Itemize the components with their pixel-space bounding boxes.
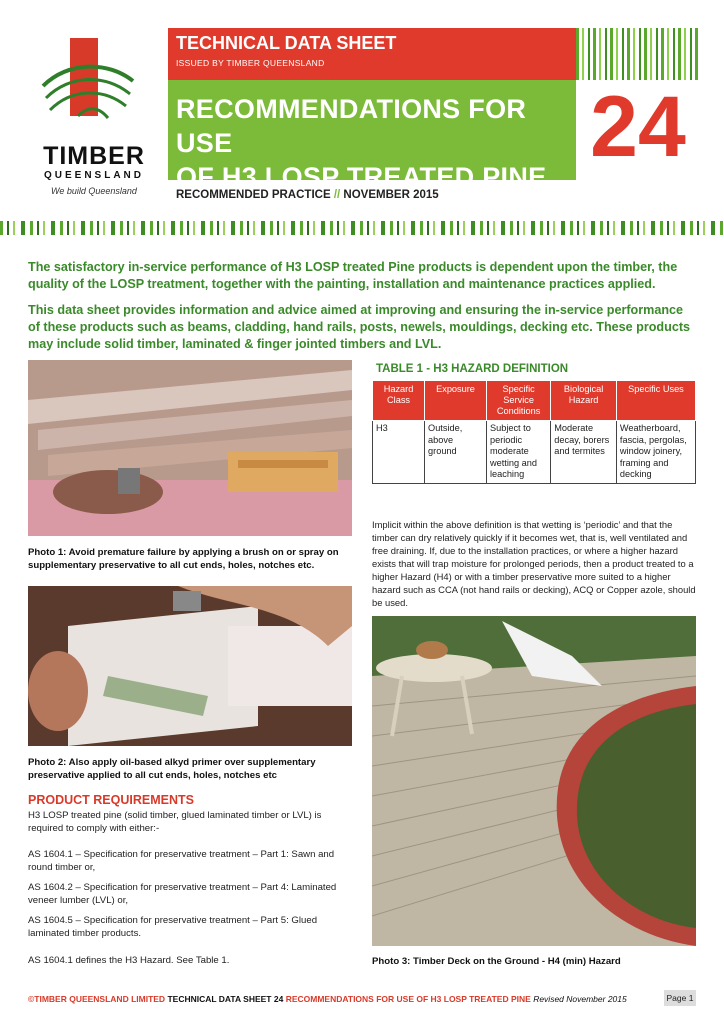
title-line-2: OF H3 LOSP TREATED PINE xyxy=(176,162,547,192)
practice-separator: // xyxy=(333,189,341,201)
sheet-title: TECHNICAL DATA SHEET xyxy=(176,33,397,53)
photo-1 xyxy=(28,360,352,536)
timber-queensland-logo xyxy=(28,38,160,198)
table-cell: Moderate decay, borers and termites xyxy=(551,421,617,484)
table-header: Biological Hazard xyxy=(551,381,617,421)
logo-swoosh-icon xyxy=(38,56,138,126)
issued-by: ISSUED BY TIMBER QUEENSLAND xyxy=(176,58,325,68)
page-number: Page 1 xyxy=(664,990,696,1006)
practice-line xyxy=(176,189,439,201)
photo-3-image xyxy=(372,616,696,946)
intro-paragraph-1: The satisfactory in-service performance of H3 LOSP treated Pine products is dependent upon the timber, the quality of the LOSP treatment, together with the painting, installation and maintenance practices applied. xyxy=(28,260,678,291)
footer-revised: Revised November 2015 xyxy=(533,994,627,1004)
table-header: Specific Uses xyxy=(616,381,695,421)
footer-copyright: ©TIMBER QUEENSLAND LIMITED xyxy=(28,994,166,1004)
table-header: Hazard Class xyxy=(373,381,425,421)
practice-date: NOVEMBER 2015 xyxy=(343,189,439,201)
implicit-paragraph: Implicit within the above definition is that wetting is ‘periodic’ and that the timber can dry relatively quickly if it becomes wet, that is, well ventilated and free draining. If, due to the installation practices, or where a higher hazard exists that will trap moisture for prolonged periods, then a product treated to a higher Hazard (H4) or with a timber preservative more suited to a higher hazard such as CCA (not hand rails or decking), ACQ or Copper azole, should be used. xyxy=(372,519,696,608)
title-line-1: RECOMMENDATIONS FOR USE xyxy=(176,94,527,158)
standard-1: AS 1604.1 – Specification for preservative treatment – Part 1: Sawn and round timber or, xyxy=(28,849,335,873)
footer-title: RECOMMENDATIONS FOR USE OF H3 LOSP TREATED PINE xyxy=(285,994,531,1004)
footer xyxy=(28,994,627,1004)
table-cell: H3 xyxy=(373,421,425,484)
photo-2-image xyxy=(28,586,352,746)
standard-4: AS 1604.1 defines the H3 Hazard. See Table 1. xyxy=(28,955,230,966)
table-cell: Subject to periodic moderate wetting and leaching xyxy=(486,421,550,484)
photo-1-caption: Photo 1: Avoid premature failure by applying a brush on or spray on supplementary preservative to all cut ends, holes, notches etc. xyxy=(28,547,339,571)
table-cell: Weatherboard, fascia, pergolas, window joinery, framing and decking xyxy=(616,421,695,484)
photo-1-image xyxy=(28,360,352,536)
page-title xyxy=(176,92,571,194)
table-header-row xyxy=(373,381,696,421)
footer-tds: TECHNICAL DATA SHEET 24 xyxy=(167,994,284,1004)
table-title: TABLE 1 - H3 HAZARD DEFINITION xyxy=(376,363,569,375)
table-row xyxy=(373,421,696,484)
sheet-number: 24 xyxy=(590,79,686,175)
photo-3 xyxy=(372,616,696,946)
standard-2: AS 1604.2 – Specification for preservative treatment – Part 4: Laminated veneer lumber (LVL) or, xyxy=(28,882,337,906)
logo-name: TIMBER xyxy=(43,142,145,170)
decorative-barcode-strip xyxy=(0,221,724,235)
table-header: Exposure xyxy=(425,381,487,421)
logo-sub: QUEENSLAND xyxy=(43,170,144,181)
table-cell: Outside, above ground xyxy=(425,421,487,484)
logo-tagline: We build Queensland xyxy=(51,186,137,196)
photo-2 xyxy=(28,586,352,746)
practice-label: RECOMMENDED PRACTICE xyxy=(176,189,331,201)
photo-2-caption: Photo 2: Also apply oil-based alkyd primer over supplementary preservative applied to all cut ends, holes, notches etc xyxy=(28,757,316,781)
product-requirements-heading: PRODUCT REQUIREMENTS xyxy=(28,793,194,807)
h3-hazard-table xyxy=(372,380,696,484)
photo-3-caption: Photo 3: Timber Deck on the Ground - H4 (min) Hazard xyxy=(372,956,621,967)
standard-3: AS 1604.5 – Specification for preservative treatment – Part 5: Glued laminated timber products. xyxy=(28,915,318,939)
product-lead: H3 LOSP treated pine (solid timber, glued laminated timber or LVL) is required to comply with either:- xyxy=(28,810,322,834)
table-header: Specific Service Conditions xyxy=(486,381,550,421)
intro-paragraph-2: This data sheet provides information and advice aimed at improving and ensuring the in-service performance of these products such as beams, cladding, hand rails, posts, newels, mouldings, decking etc. These products may include solid timber, laminated & finger jointed timbers and LVL. xyxy=(28,303,691,351)
